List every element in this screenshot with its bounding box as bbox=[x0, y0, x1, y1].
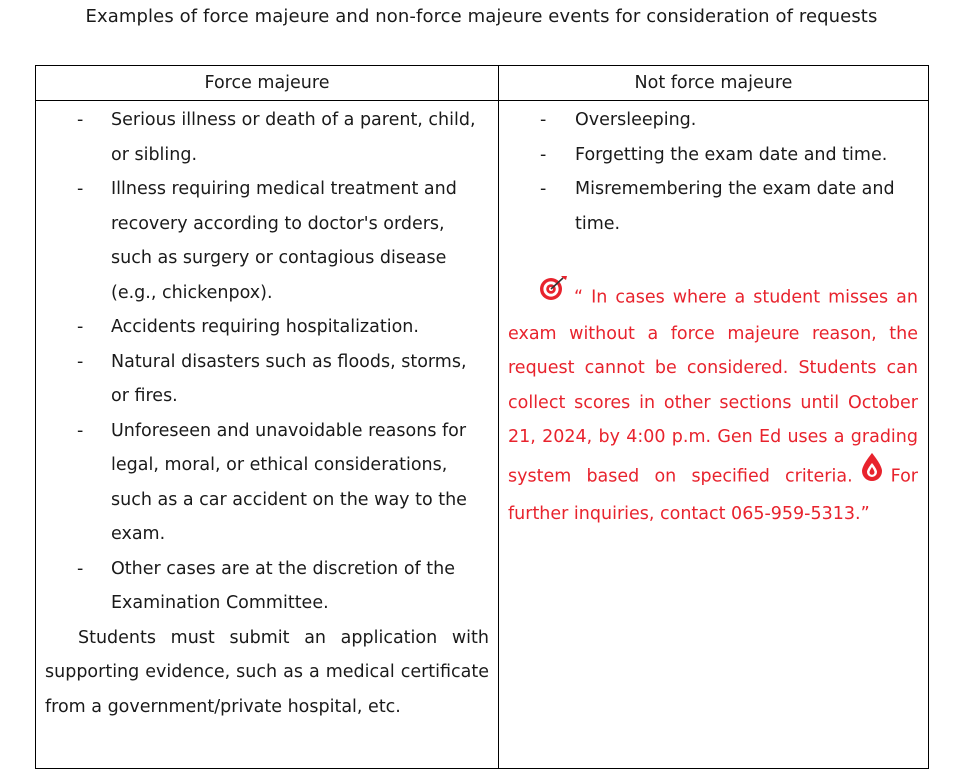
list-item bbox=[36, 310, 498, 345]
list-dash: - bbox=[77, 558, 84, 579]
list-item-text: Other cases are at the discretion of the Examination Committee. bbox=[111, 558, 455, 613]
force-majeure-table bbox=[35, 65, 929, 769]
list-dash: - bbox=[77, 420, 84, 441]
table-header-row bbox=[36, 66, 929, 101]
target-icon bbox=[536, 275, 568, 314]
header-not-force-majeure: Not force majeure bbox=[499, 66, 929, 101]
list-item-text: Natural disasters such as floods, storms, or fires. bbox=[111, 351, 467, 406]
list-item bbox=[499, 138, 928, 173]
list-item bbox=[36, 345, 498, 414]
list-item-text: Unforeseen and unavoidable reasons for legal, moral, or ethical considerations, such as a car accident on the way to the exam. bbox=[111, 420, 467, 544]
notice-text-part1: “ In cases where a student misses an exam without a force majeure reason, the request cannot be considered. Students can collect scores in other sections until October 21, 2024, by 4:00 p.m. Gen Ed uses a grading system based on specified criteria. bbox=[508, 287, 918, 486]
list-item-text: Oversleeping. bbox=[575, 110, 697, 130]
not-force-majeure-cell bbox=[499, 101, 929, 769]
list-item-text: Illness requiring medical treatment and recovery according to doctor's orders, such as surgery or contagious disease (e.g., chickenpox). bbox=[111, 179, 457, 303]
list-dash: - bbox=[77, 110, 84, 130]
list-item bbox=[36, 552, 498, 621]
list-item-text: Forgetting the exam date and time. bbox=[575, 144, 888, 165]
notice-paragraph bbox=[499, 278, 928, 532]
list-item bbox=[36, 414, 498, 552]
list-dash: - bbox=[77, 179, 84, 199]
list-item bbox=[36, 103, 498, 172]
force-majeure-list bbox=[36, 101, 498, 621]
not-force-majeure-list bbox=[499, 101, 928, 241]
table-body-row bbox=[36, 101, 929, 769]
force-majeure-cell bbox=[36, 101, 499, 769]
evidence-note: Students must submit an application with supporting evidence, such as a medical certificate from a government/private hospital, etc. bbox=[45, 627, 489, 717]
list-item-text: Accidents requiring hospitalization. bbox=[111, 317, 419, 337]
document-title: Examples of force majeure and non-force majeure events for consideration of requests bbox=[85, 6, 878, 27]
list-item-text: Serious illness or death of a parent, child, or sibling. bbox=[111, 110, 476, 165]
list-dash: - bbox=[540, 110, 547, 130]
list-dash: - bbox=[540, 144, 547, 165]
header-force-majeure: Force majeure bbox=[36, 66, 499, 101]
notice-text-part2: For further inquiries, contact 065-959-5313.” bbox=[508, 465, 918, 524]
list-item bbox=[499, 172, 928, 241]
blood-drop-icon bbox=[859, 452, 885, 495]
list-dash: - bbox=[540, 179, 547, 199]
list-dash: - bbox=[77, 351, 84, 372]
list-item bbox=[36, 172, 498, 310]
list-dash: - bbox=[77, 317, 84, 337]
list-item bbox=[499, 103, 928, 138]
list-item-text: Misremembering the exam date and time. bbox=[575, 179, 895, 234]
